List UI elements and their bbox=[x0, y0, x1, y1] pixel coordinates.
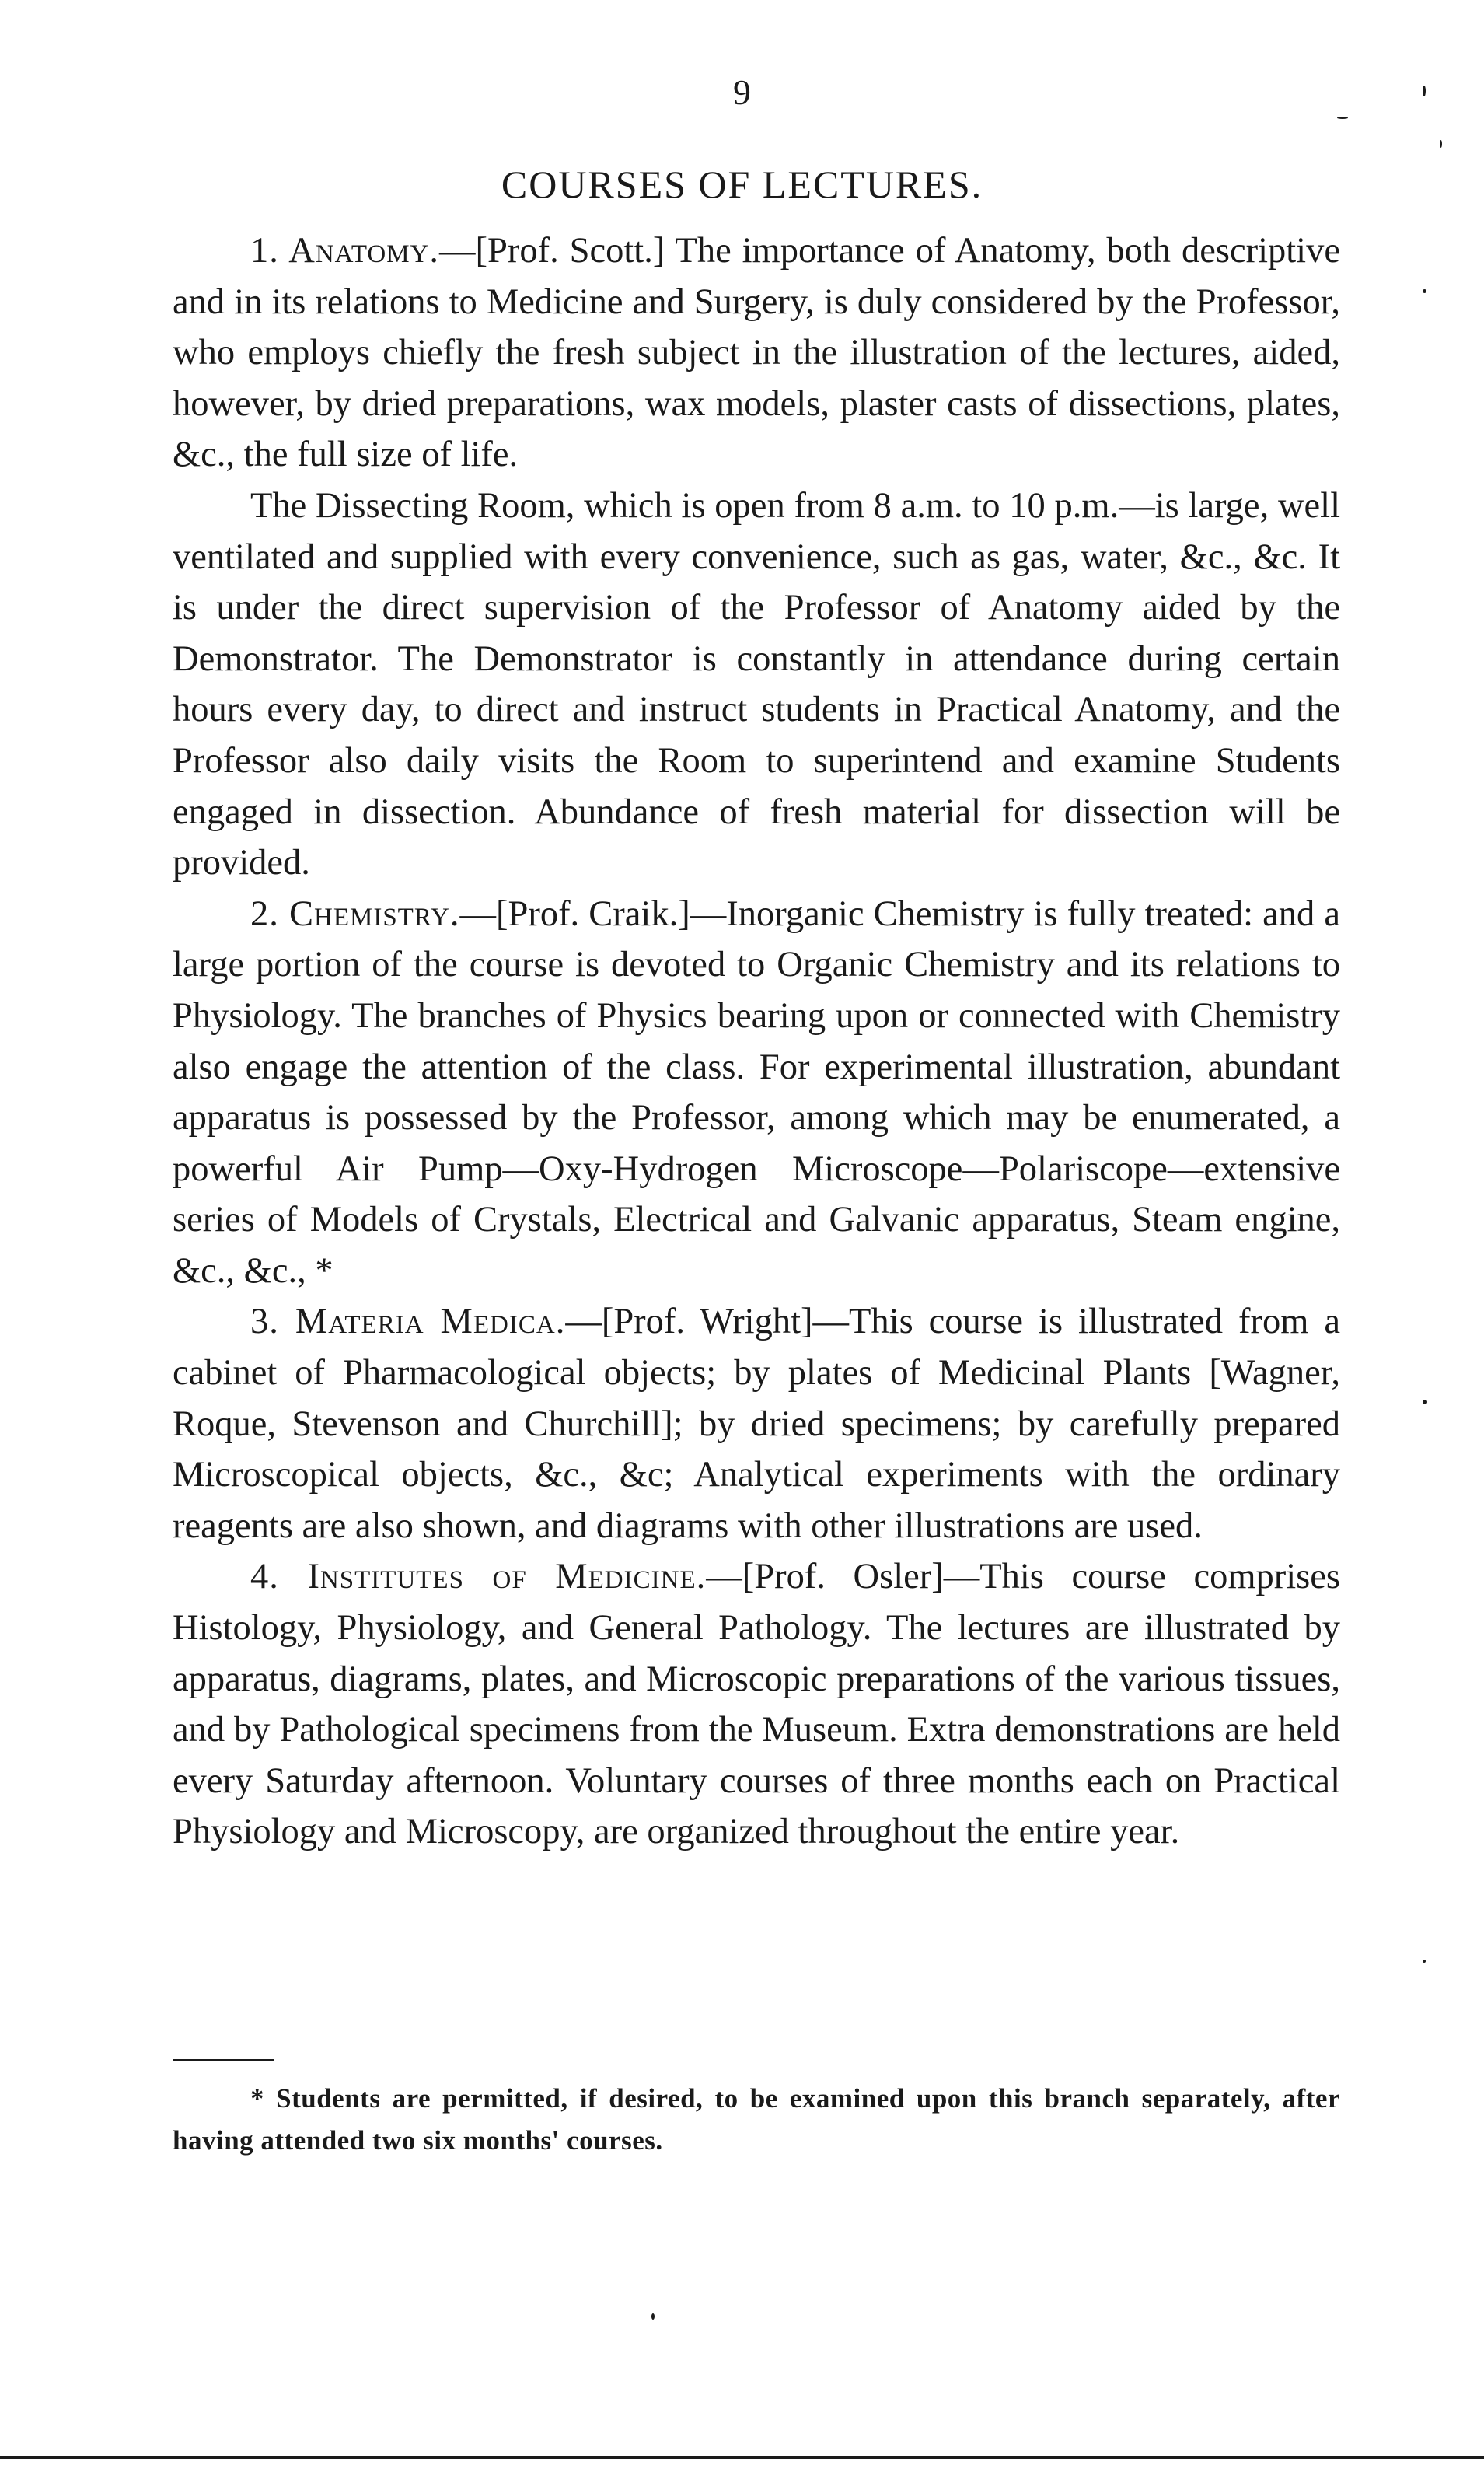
paragraph-label: 1. Anatomy. bbox=[250, 231, 440, 271]
page-number: 9 bbox=[733, 72, 751, 112]
paragraph-label: 3. Materia Medica. bbox=[250, 1302, 566, 1342]
body-text bbox=[173, 226, 1340, 1858]
paragraph-materia-medica bbox=[173, 1296, 1340, 1551]
paragraph-dissecting-room bbox=[173, 481, 1340, 889]
scan-speck bbox=[1423, 86, 1426, 96]
page-heading: COURSES OF LECTURES. bbox=[501, 163, 983, 206]
paragraph-text: —[Prof. Wright]—This course is illustrated from a cabinet of Pharmacological objects; by plates of Medicinal Plants [Wagner, Roque, Stevenson and Churchill]; by dried specimens; by carefully prepared Microscopical objects, &c., &c; Analytical experiments with the ordinary reagents are also shown, and diagrams with other illustrations are used. bbox=[173, 1302, 1340, 1546]
footnote-rule bbox=[173, 2059, 274, 2061]
paragraph-text: The Dissecting Room, which is open from 8 a.m. to 10 p.m.—is large, well ventilated and supplied with every convenience, such as gas, water, &c., &c. It is under the direct supervision of the Professor of Anatomy aided by the Demonstrator. The Demonstrator is constantly in attendance during certain hours every day, to direct and instruct students in Practical Anatomy, and the Professor also daily visits the Room to superintend and examine Students engaged in dissection. Abundance of fresh material for dissection will be provided. bbox=[173, 485, 1340, 883]
scan-speck bbox=[1423, 289, 1426, 293]
footnote: * Students are permitted, if desired, to be examined upon this branch separately, after having attended two six months' courses. bbox=[173, 2083, 1340, 2156]
paragraph-label: 4. Institutes of Medicine. bbox=[250, 1557, 707, 1597]
paragraph-label: 2. Chemistry. bbox=[250, 893, 460, 934]
paragraph-text: —[Prof. Craik.]—Inorganic Chemistry is fully treated: and a large portion of the course is devoted to Organic Chemistry and its relations to Physiology. The branches of Physics bearing upon or connected with Chemistry also engage the attention of the class. For experimental illustration, abundant apparatus is possessed by the Professor, among which may be enumerated, a powerful Air Pump—Oxy-Hydrogen Microscope—Polariscope—extensive series of Models of Crystals, Electrical and Galvanic apparatus, Steam engine, &c., &c., * bbox=[173, 893, 1340, 1291]
scan-speck bbox=[1440, 140, 1442, 148]
paragraph-chemistry bbox=[173, 889, 1340, 1297]
paragraph-text: —[Prof. Scott.] The importance of Anatomy, both descriptive and in its relations to Medicine and Surgery, is duly considered by the Professor, who employs chiefly the fresh subject in the illustration of the lectures, aided, however, by dried preparations, wax models, plaster casts of dissections, plates, &c., the full size of life. bbox=[173, 231, 1340, 475]
paragraph-institutes-of-medicine bbox=[173, 1551, 1340, 1858]
paragraph-text: —[Prof. Osler]—This course comprises Histology, Physiology, and General Pathology. The lectures are illustrated by apparatus, diagrams, plates, and Microscopic preparations of the various tissues, and by Pathological specimens from the Museum. Extra demonstrations are held every Saturday afternoon. Voluntary courses of three months each on Practical Physiology and Microscopy, are organized throughout the entire year. bbox=[173, 1557, 1340, 1852]
scan-speck bbox=[651, 2313, 655, 2320]
scan-speck bbox=[1423, 1960, 1426, 1963]
scan-speck bbox=[1423, 1400, 1427, 1404]
page-bottom-rule bbox=[0, 2456, 1484, 2459]
paragraph-anatomy bbox=[173, 226, 1340, 481]
scan-speck bbox=[1337, 117, 1348, 119]
